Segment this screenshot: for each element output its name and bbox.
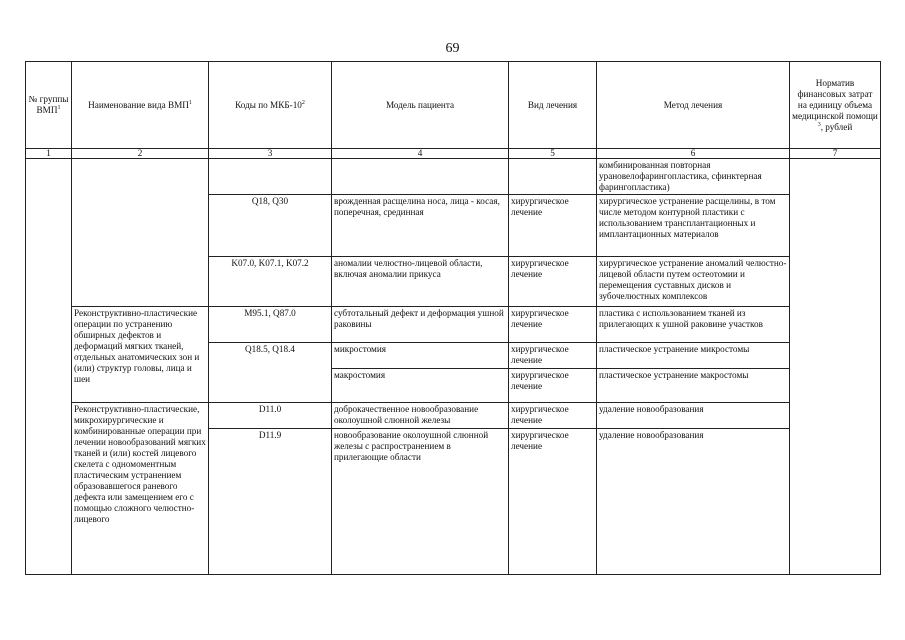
header-vmp-name: Наименование вида ВМП$^1$ <box>72 62 209 149</box>
patient-model-cell: субтотальный дефект и деформация ушной раковины <box>332 307 509 343</box>
treatment-type-cell: хирургическое лечение <box>509 257 597 307</box>
vmp-table <box>25 61 881 575</box>
patient-model-cell: аномалии челюстно-лицевой области, включая аномалии прикуса <box>332 257 509 307</box>
patient-model-cell: врожденная расщелина носа, лица - косая, поперечная, срединная <box>332 195 509 257</box>
treatment-method-cell: хирургическое устранение аномалий челюстно-лицевой области путем остеотомии и перемещения суставных дисков и зубочелюстных комплексов <box>597 257 790 307</box>
icd-codes-cell: K07.0, K07.1, K07.2 <box>209 257 332 307</box>
norm-cell <box>790 159 881 575</box>
treatment-type-cell: хирургическое лечение <box>509 307 597 343</box>
icd-codes-cell: D11.0 <box>209 403 332 429</box>
treatment-method-cell: комбинированная повторная урановелофарингопластика, сфинктерная фарингопластика) <box>597 159 790 195</box>
vmp-name-cell <box>72 159 209 307</box>
patient-model-cell: микростомия <box>332 343 509 369</box>
patient-model-cell: новообразование околоушной слюнной железы с распространением в прилегающие области <box>332 429 509 575</box>
header-treatment-method: Метод лечения <box>597 62 790 149</box>
header-treatment-type: Вид лечения <box>509 62 597 149</box>
treatment-method-cell: удаление новообразования <box>597 403 790 429</box>
treatment-method-cell: хирургическое устранение расщелины, в том числе методом контурной пластики с использованием трансплантационных и имплантационных материалов <box>597 195 790 257</box>
treatment-type-cell: хирургическое лечение <box>509 195 597 257</box>
header-group-no: № группы ВМП$^1$ <box>26 62 72 149</box>
icd-codes-cell: Q18.5, Q18.4 <box>209 343 332 403</box>
column-number: 1 <box>26 149 72 159</box>
patient-model-cell <box>332 159 509 195</box>
treatment-type-cell: хирургическое лечение <box>509 403 597 429</box>
icd-codes-cell <box>209 159 332 195</box>
treatment-method-cell: пластическое устранение микростомы <box>597 343 790 369</box>
header-norm: Норматив финансовых затрат на единицу объема медицинской помощи $^3$, рублей <box>790 62 881 149</box>
column-number: 6 <box>597 149 790 159</box>
header-icd-codes: Коды по МКБ-$10^2$ <box>209 62 332 149</box>
vmp-name-cell: Реконструктивно-пластические, микрохирургические и комбинированные операции при лечении новообразований мягких тканей и (или) костей лицевого скелета с одномоментным пластическим устранением образовавшегося раневого дефекта или замещением его с помощью сложного челюстно-лицевого <box>72 403 209 575</box>
table-row <box>26 403 881 429</box>
column-number: 3 <box>209 149 332 159</box>
treatment-method-cell: удаление новообразования <box>597 429 790 575</box>
icd-codes-cell: Q18, Q30 <box>209 195 332 257</box>
table-row <box>26 159 881 195</box>
treatment-type-cell: хирургическое лечение <box>509 369 597 403</box>
column-number: 7 <box>790 149 881 159</box>
patient-model-cell: макростомия <box>332 369 509 403</box>
icd-codes-cell: D11.9 <box>209 429 332 575</box>
column-number: 4 <box>332 149 509 159</box>
column-number: 2 <box>72 149 209 159</box>
table-row <box>26 307 881 343</box>
icd-codes-cell: M95.1, Q87.0 <box>209 307 332 343</box>
page-number: 69 <box>445 41 460 56</box>
group-no-cell <box>26 159 72 575</box>
treatment-method-cell: пластическое устранение макростомы <box>597 369 790 403</box>
patient-model-cell: доброкачественное новообразование околоушной слюнной железы <box>332 403 509 429</box>
treatment-type-cell <box>509 159 597 195</box>
header-patient-model: Модель пациента <box>332 62 509 149</box>
vmp-name-cell: Реконструктивно-пластические операции по устранению обширных дефектов и деформаций мягких тканей, отдельных анатомических зон и (или) структур головы, лица и шеи <box>72 307 209 403</box>
treatment-type-cell: хирургическое лечение <box>509 343 597 369</box>
treatment-type-cell: хирургическое лечение <box>509 429 597 575</box>
column-number: 5 <box>509 149 597 159</box>
treatment-method-cell: пластика с использованием тканей из прилегающих к ушной раковине участков <box>597 307 790 343</box>
